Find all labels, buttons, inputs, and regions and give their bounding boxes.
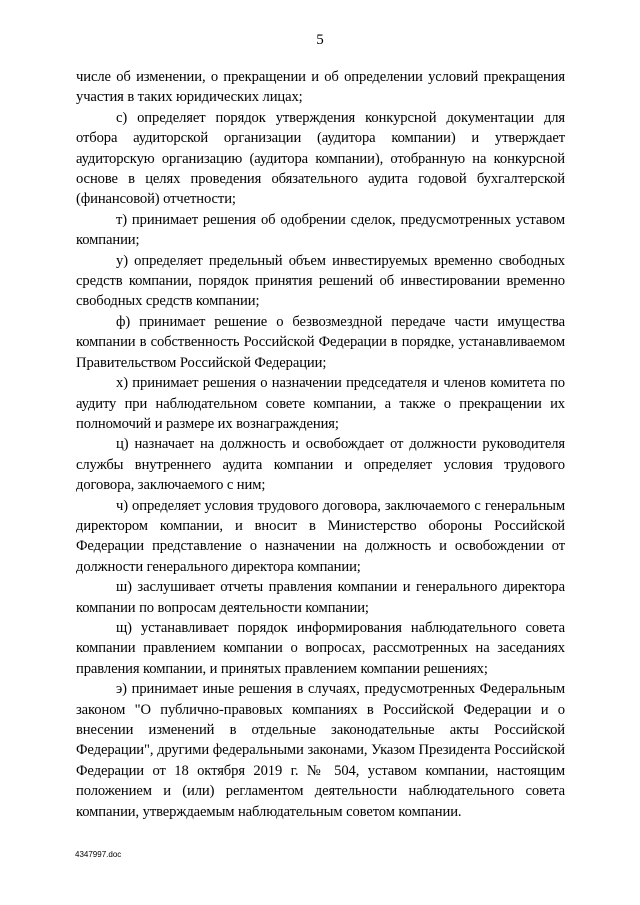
- paragraph-item-t: т) принимает решения об одобрении сделок, предусмотренных уставом компании;: [76, 211, 565, 249]
- paragraph-item-f: ф) принимает решение о безвозмездной передаче части имущества компании в собственность Российской Федерации в порядке, устанавливаемом Правительством Российской Федерации;: [76, 313, 565, 371]
- paragraph-item-ts: ц) назначает на должность и освобождает от должности руководителя службы внутреннего аудита компании и определяет условия трудового договора, заключаемого с ним;: [76, 436, 565, 494]
- paragraph-item-u: у) определяет предельный объем инвестируемых временно свободных средств компании, порядок принятия решений об инвестировании временно свободных средств компании;: [76, 252, 565, 310]
- paragraph-continuation: числе об изменении, о прекращении и об определении условий прекращения участия в таких юридических лицах;: [76, 69, 565, 106]
- paragraph-item-e: э) принимает иные решения в случаях, предусмотренных Федеральным законом "О публично-правовых компаниях в Российской Федерации и о внесении изменений в отдельные законодательные акты Российской Федерации", другими федеральными законами, Указом Президента Российской Федерации от 18 октября 2019 г. № 504, уставом компании, настоящим положением и (или) регламентом деятельности наблюдательного совета компании, утверждаемым наблюдательным советом компании.: [76, 681, 565, 820]
- paragraph-item-s: с) определяет порядок утверждения конкурсной документации для отбора аудиторской организации (аудитора компании) и утверждает аудиторскую организацию (аудитора компании), отобранную на конкурсной основе в целях проведения обязательного аудита годовой бухгалтерской (финансовой) отчетности;: [76, 109, 565, 208]
- document-id-footer: 4347997.doc: [75, 850, 122, 859]
- paragraph-item-sh: ш) заслушивает отчеты правления компании и генерального директора компании по вопросам деятельности компании;: [76, 579, 565, 616]
- document-body: [76, 67, 565, 822]
- paragraph-item-ch: ч) определяет условия трудового договора, заключаемого с генеральным директором компании, и вносит в Министерство обороны Российской Федерации представление о назначении на должность и освобождении от должности генерального директора компании;: [76, 497, 565, 575]
- page-number: 5: [316, 32, 324, 48]
- paragraph-item-kh: х) принимает решения о назначении председателя и членов комитета по аудиту при наблюдательном совете компании, а также о прекращении их полномочий и размере их вознаграждения;: [76, 375, 565, 432]
- paragraph-item-shch: щ) устанавливает порядок информирования наблюдательного совета компании правлением компании о вопросах, рассмотренных на заседаниях правления компании, и принятых правлением компании решениях;: [76, 619, 565, 677]
